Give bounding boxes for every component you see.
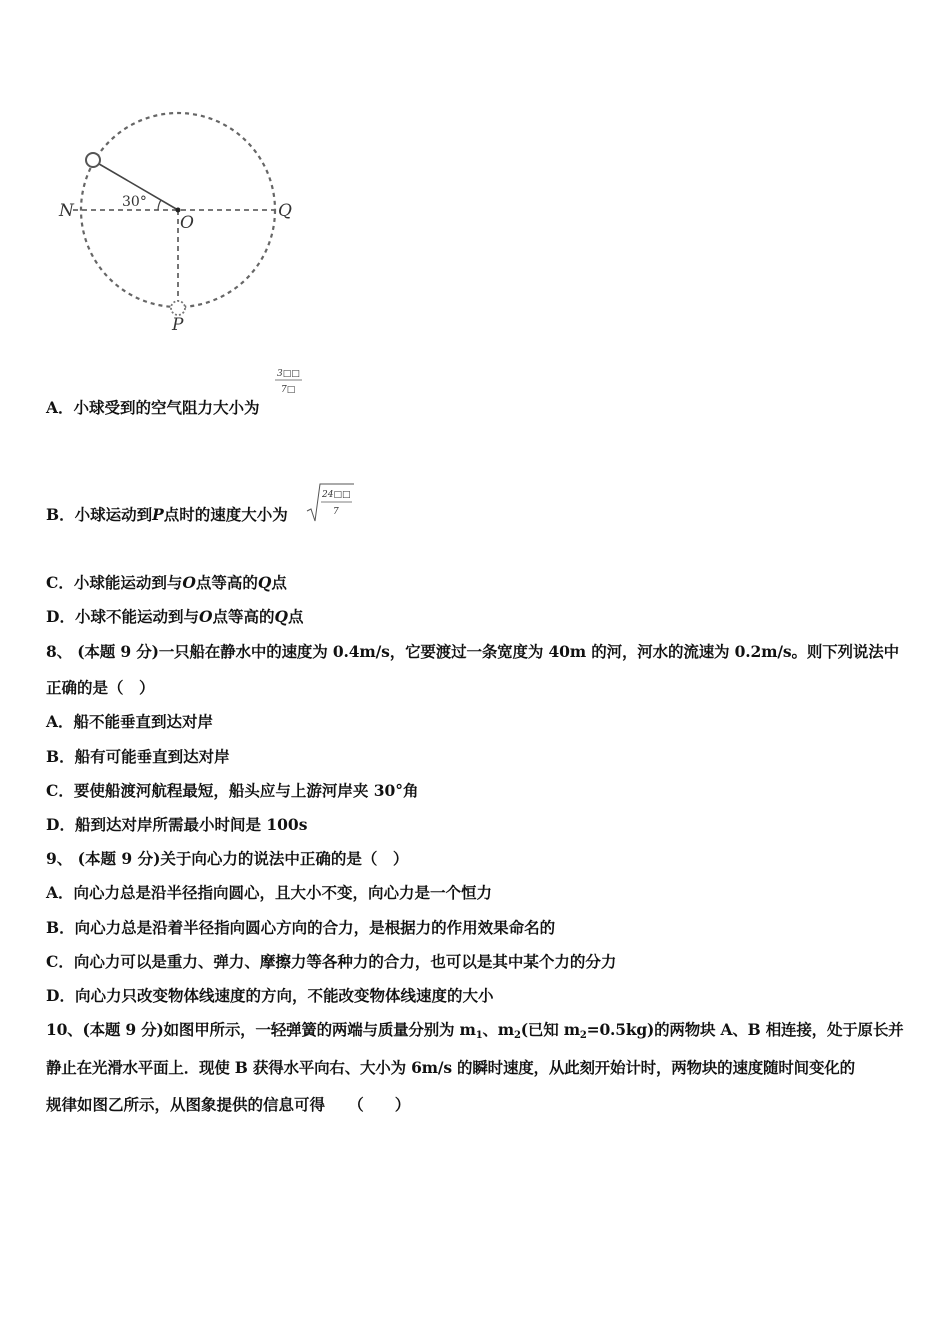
q7-option-d-prefix: D．小球不能运动到与 xyxy=(46,607,199,626)
q7-option-d-o: O xyxy=(198,607,213,626)
q10-stem1-b: 、m xyxy=(482,1020,514,1039)
label-angle: 30° xyxy=(122,194,147,210)
q10-stem1-c: (已知 m xyxy=(520,1020,580,1039)
q7-option-d-mid: 点等高的 xyxy=(212,607,275,626)
q8-option-a: A．船不能垂直到达对岸 xyxy=(46,712,214,731)
q7-a-frac-den: 7□ xyxy=(281,385,296,395)
circle-diagram xyxy=(55,105,315,345)
q7-b-frac-num: 24□□ xyxy=(322,490,351,500)
q7-option-b-p: P xyxy=(152,505,164,524)
q10-sub2: 2 xyxy=(514,1030,521,1041)
q10-stem-line1 xyxy=(46,1020,903,1046)
label-O: O xyxy=(180,213,194,233)
q7-option-d-q: Q xyxy=(274,607,288,626)
q7-b-sqrt-fraction xyxy=(306,481,356,523)
q10-sub1: 1 xyxy=(475,1030,483,1041)
q8-stem-line1: 8、 (本题 9 分)一只船在静水中的速度为 0.4m/s，它要渡过一条宽度为 40m 的河，河水的流速为 0.2m/s。则下列说法中 xyxy=(46,642,899,661)
q7-option-c-mid: 点等高的 xyxy=(195,573,258,592)
label-P: P xyxy=(172,315,184,335)
q10-stem-line2: 静止在光滑水平面上．现使 B 获得水平向右、大小为 6m/s 的瞬时速度，从此刻开始计时，两物块的速度随时间变化的 xyxy=(46,1058,855,1077)
q7-option-a-text: A．小球受到的空气阻力大小为 xyxy=(46,398,260,417)
q10-stem1-d: =0.5kg)的两物块 A、B 相连接，处于原长并 xyxy=(586,1020,904,1039)
q7-option-c-prefix: C．小球能运动到与 xyxy=(46,573,183,592)
q7-option-b-prefix: B．小球运动到 xyxy=(46,505,153,524)
q10-stem-line3: 规律如图乙所示，从图象提供的信息可得 （ ） xyxy=(46,1095,411,1114)
q9-option-b: B．向心力总是沿着半径指向圆心方向的合力，是根据力的作用效果命名的 xyxy=(46,918,556,937)
q10-stem1-a: 10、(本题 9 分)如图甲所示，一轻弹簧的两端与质量分别为 m xyxy=(46,1020,476,1039)
q8-option-d: D．船到达对岸所需最小时间是 100s xyxy=(46,815,308,834)
label-Q: Q xyxy=(278,201,292,221)
q8-stem-line2: 正确的是（ ） xyxy=(46,678,155,697)
q10-sub3: 2 xyxy=(579,1030,587,1041)
label-N: N xyxy=(59,201,74,221)
q7-option-c-q: Q xyxy=(257,573,272,592)
q7-option-b xyxy=(46,505,288,525)
q7-option-a xyxy=(46,398,260,418)
angle-arc xyxy=(158,200,161,210)
q7-option-c-o: O xyxy=(182,573,196,592)
q7-option-d-suffix: 点 xyxy=(288,607,304,626)
q9-option-d: D．向心力只改变物体线速度的方向，不能改变物体线速度的大小 xyxy=(46,986,494,1005)
q9-option-c: C．向心力可以是重力、弹力、摩擦力等各种力的合力，也可以是其中某个力的分力 xyxy=(46,952,617,971)
ball-bottom xyxy=(171,301,185,315)
q7-option-c xyxy=(46,573,287,593)
q7-option-d xyxy=(46,607,304,627)
q7-a-fraction xyxy=(274,366,306,396)
q9-stem: 9、 (本题 9 分)关于向心力的说法中正确的是（ ） xyxy=(46,849,409,868)
ball-top xyxy=(86,153,100,167)
q7-option-b-mid: 点时的速度大小为 xyxy=(163,505,288,524)
q8-option-b: B．船有可能垂直到达对岸 xyxy=(46,747,230,766)
q7-b-frac-den: 7 xyxy=(333,507,339,517)
q9-option-a: A．向心力总是沿半径指向圆心，且大小不变，向心力是一个恒力 xyxy=(46,883,493,902)
q7-a-frac-num: 3□□ xyxy=(277,369,300,379)
center-point xyxy=(176,208,181,213)
q8-option-c: C．要使船渡河航程最短，船头应与上游河岸夹 30°角 xyxy=(46,781,419,800)
q7-option-c-suffix: 点 xyxy=(271,573,287,592)
